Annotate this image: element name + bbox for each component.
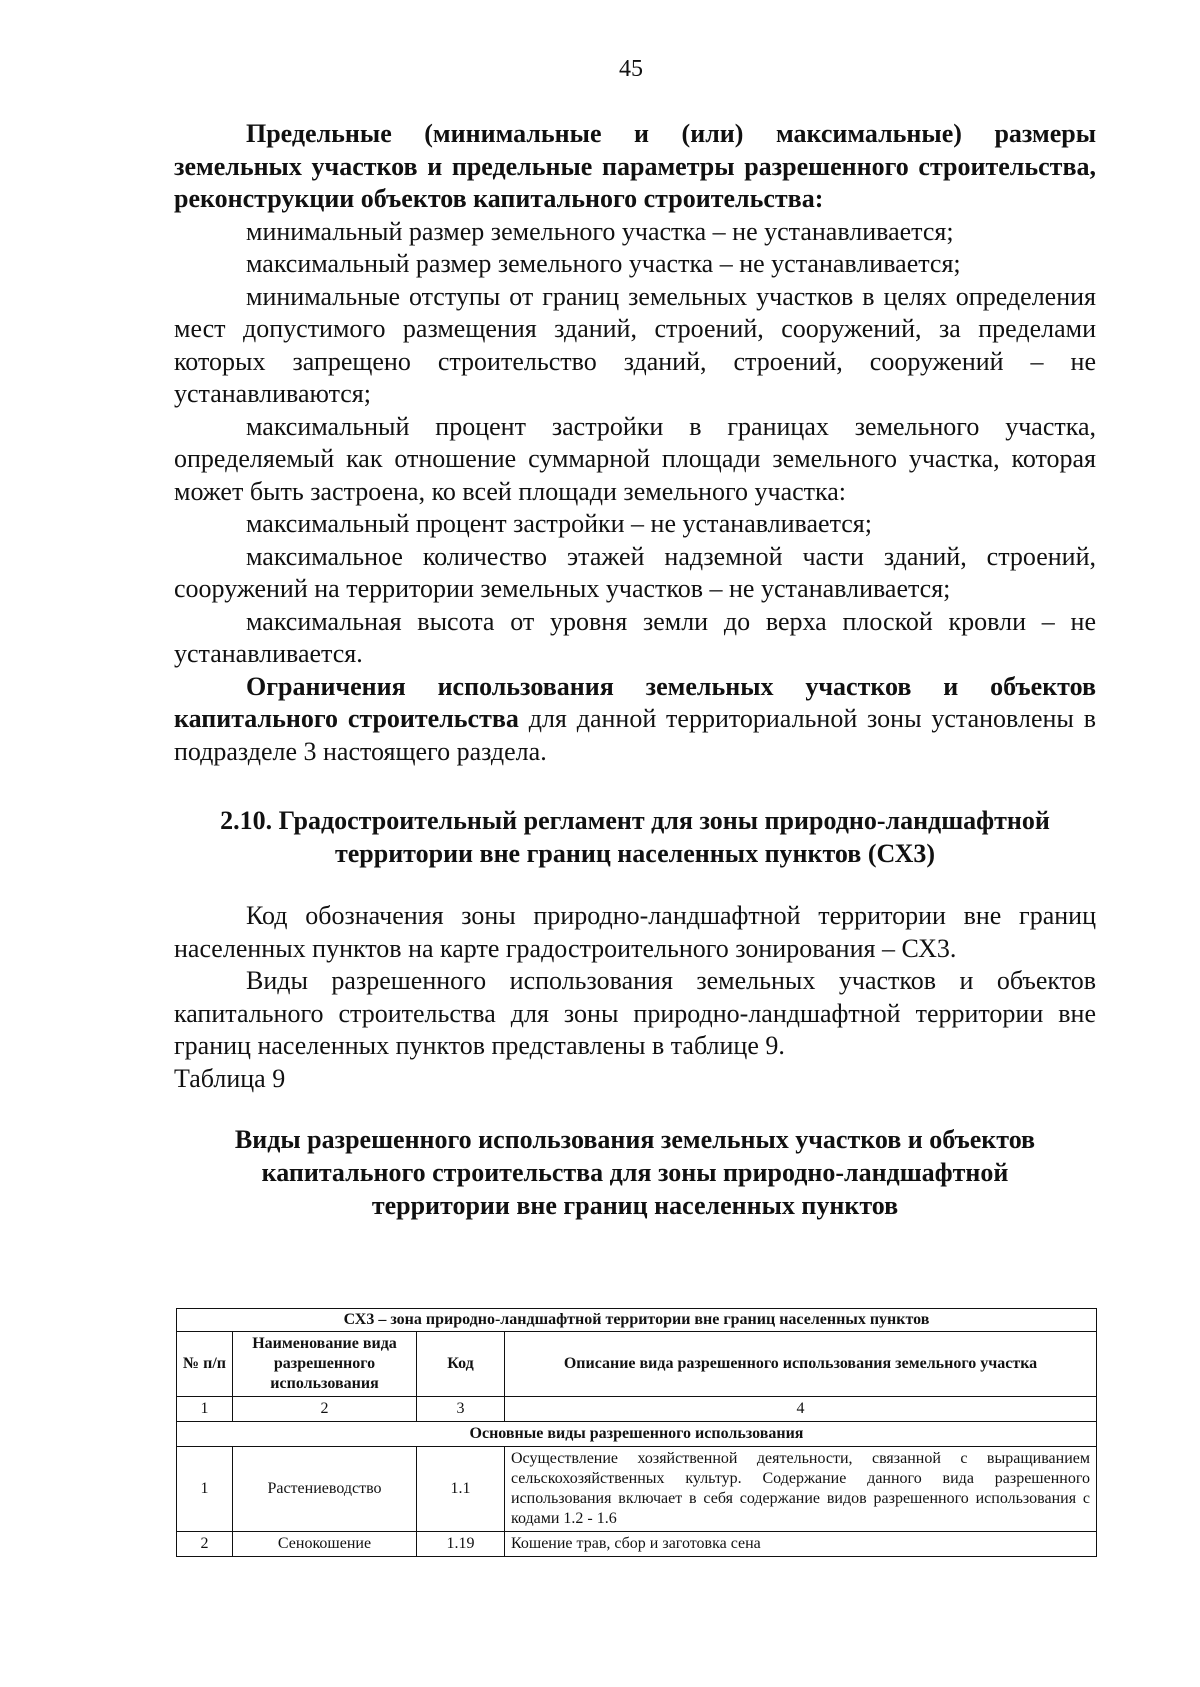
- column-number-3: 3: [417, 1397, 505, 1422]
- paragraph-coverage-definition: максимальный процент застройки в границах земельного участка, определяемый как отношение суммарной площади земельного участка, которая может быть застроена, ко всей площади земельного участка:: [174, 411, 1096, 506]
- row-number: 2: [177, 1532, 233, 1557]
- row-code: 1.1: [417, 1447, 505, 1532]
- row-description: Кошение трав, сбор и заготовка сена: [505, 1532, 1097, 1557]
- table-caption: [174, 1123, 1096, 1222]
- paragraph-height: максимальная высота от уровня земли до верха плоской кровли – не устанавливается.: [174, 606, 1096, 668]
- table-zone-row: [177, 1309, 1097, 1332]
- row-code: 1.19: [417, 1532, 505, 1557]
- header-description: Описание вида разрешенного использования земельного участка: [505, 1332, 1097, 1397]
- table-caption-line-1: Виды разрешенного использования земельных участков и объектов: [234, 1125, 1036, 1154]
- table-zone-title: СХ3 – зона природно-ландшафтной территории вне границ населенных пунктов: [177, 1309, 1097, 1332]
- header-use-name: Наименование вида разрешенного использования: [233, 1332, 417, 1397]
- row-use-name: Сенокошение: [233, 1532, 417, 1557]
- table-caption-line-2: капитального строительства для зоны природно-ландшафтной: [261, 1158, 1009, 1187]
- section-heading-line-2: территории вне границ населенных пунктов (СХ3): [334, 839, 936, 868]
- paragraph-coverage: максимальный процент застройки – не устанавливается;: [246, 509, 872, 538]
- header-code: Код: [417, 1332, 505, 1397]
- paragraph-table-reference: Виды разрешенного использования земельных участков и объектов капитального строительства для зоны природно-ландшафтной территории вне границ населенных пунктов представлены в таблице 9.: [174, 966, 1096, 1060]
- document-body: [174, 118, 1096, 1222]
- table-header-row: [177, 1332, 1097, 1397]
- paragraph-max-size: максимальный размер земельного участка – не устанавливается;: [246, 249, 961, 278]
- column-number-4: 4: [505, 1397, 1097, 1422]
- table-group-row: [177, 1422, 1097, 1447]
- column-number-2: 2: [233, 1397, 417, 1422]
- page-number: 45: [619, 56, 643, 82]
- land-use-table: [176, 1308, 1097, 1557]
- paragraph-floors: максимальное количество этажей надземной части зданий, строений, сооружений на территории земельных участков – не устанавливается;: [174, 541, 1096, 603]
- table-column-number-row: [177, 1397, 1097, 1422]
- restrictions-text: для данной территориальной зоны установлены в подразделе 3 настоящего раздела.: [174, 704, 1096, 766]
- table-row: [177, 1532, 1097, 1557]
- section-heading-line-1: 2.10. Градостроительный регламент для зоны природно-ландшафтной: [220, 806, 1050, 835]
- column-number-1: 1: [177, 1397, 233, 1422]
- row-number: 1: [177, 1447, 233, 1532]
- paragraph-min-size: минимальный размер земельного участка – не устанавливается;: [246, 216, 954, 246]
- paragraph-restrictions: [174, 671, 1096, 769]
- restrictions-bold-text: Ограничения использования земельных участков и объектов капитального строительства: [174, 671, 1096, 733]
- paragraph-setbacks: минимальные отступы от границ земельных участков в целях определения мест допустимого размещения зданий, строений, сооружений, за пределами которых запрещено строительство зданий, строений, сооружений – не устанавливаются;: [174, 281, 1096, 408]
- table-caption-line-3: территории вне границ населенных пунктов: [371, 1191, 899, 1220]
- table-row: [177, 1447, 1097, 1532]
- paragraph-zone-code: Код обозначения зоны природно-ландшафтной территории вне границ населенных пунктов на карте градостроительного зонирования – СХ3.: [174, 901, 1096, 963]
- row-description: Осуществление хозяйственной деятельности, связанной с выращиванием сельскохозяйственных культур. Содержание данного вида разрешенного использования включает в себя содержание видов разрешенного использования с кодами 1.2 - 1.6: [505, 1447, 1097, 1532]
- section-heading: [174, 804, 1096, 870]
- table-label: Таблица 9: [174, 1063, 286, 1093]
- table-group-title: Основные виды разрешенного использования: [177, 1422, 1097, 1447]
- header-number: № п/п: [177, 1332, 233, 1397]
- row-use-name: Растениеводство: [233, 1447, 417, 1532]
- paragraph-limits-heading: Предельные (минимальные и (или) максимальные) размеры земельных участков и предельные параметры разрешенного строительства, реконструкции объектов капитального строительства:: [174, 119, 1096, 213]
